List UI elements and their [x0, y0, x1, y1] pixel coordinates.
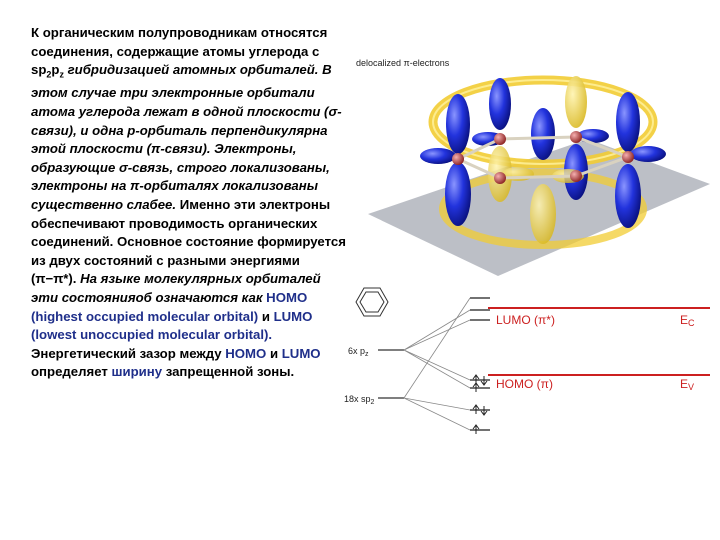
- ec-label: EC: [680, 313, 695, 328]
- homo-label: HOMO (π): [496, 377, 553, 391]
- text-homo-2: HOMO: [225, 345, 267, 361]
- text-and-2: и: [266, 345, 282, 361]
- lumo-label: LUMO (π*): [496, 313, 555, 327]
- text-states: состоянияоб означаются как: [58, 289, 267, 305]
- delocalized-label: delocalized π-electrons: [356, 58, 450, 68]
- pz-label: 6x $p_z$: [348, 346, 369, 358]
- homo-lumo-diagram: [342, 280, 714, 450]
- text-defines: определяет: [31, 364, 112, 380]
- text-sub-z: z: [59, 69, 64, 80]
- text-sub-2: 2: [46, 69, 52, 80]
- text-homo-def: (highest occupied molecular orbital): [31, 308, 259, 324]
- benzene-pi-orbital-figure: [338, 44, 718, 284]
- text-conductivity: Именно эти электроны обеспечивают проводимость органических соединений. Основное состояние формируется из двух состояний с разными энергиями (π−π*).: [31, 196, 346, 287]
- text-mo-language: На языке молекулярных орбиталей эти: [31, 271, 321, 305]
- electron-arrows: [473, 375, 487, 434]
- text-lumo-2: LUMO: [281, 345, 321, 361]
- text-bandgap: запрещенной зоны.: [162, 364, 295, 380]
- text-hybridization: гибридизацией атомных орбиталей.: [63, 62, 319, 78]
- text-gap: Энергетический зазор между: [31, 345, 226, 361]
- sp2-label: 18x $sp_2$: [344, 394, 375, 406]
- benzene-hexagon-icon: [356, 288, 388, 316]
- text-electrons: Электроны, образующие σ-связь, строго локализованы, электроны на π-орбиталях локализованы существенно слабее.: [31, 141, 330, 212]
- text-width: ширину: [111, 364, 163, 380]
- text-p: p: [51, 62, 60, 78]
- text-homo: HOMO: [266, 289, 308, 305]
- correlation-lines: [404, 298, 470, 430]
- text-lumo: LUMO: [273, 308, 313, 324]
- ev-label: EV: [680, 377, 695, 392]
- text-intro: К органическим полупроводникам относятся соединения, содержащие атомы углерода с sp: [31, 25, 328, 78]
- mo-levels: [470, 298, 490, 430]
- text-and: и: [258, 308, 274, 324]
- text-orbitals: В этом случае три электронные орбитали атома углерода лежат в одной плоскости (σ-связи), и одна p-орбиталь перпендикулярна этой плоскости (π-связи).: [31, 62, 342, 157]
- text-lumo-def: (lowest unoccupied molecular orbital).: [31, 327, 273, 343]
- slide-body-text: [31, 24, 346, 382]
